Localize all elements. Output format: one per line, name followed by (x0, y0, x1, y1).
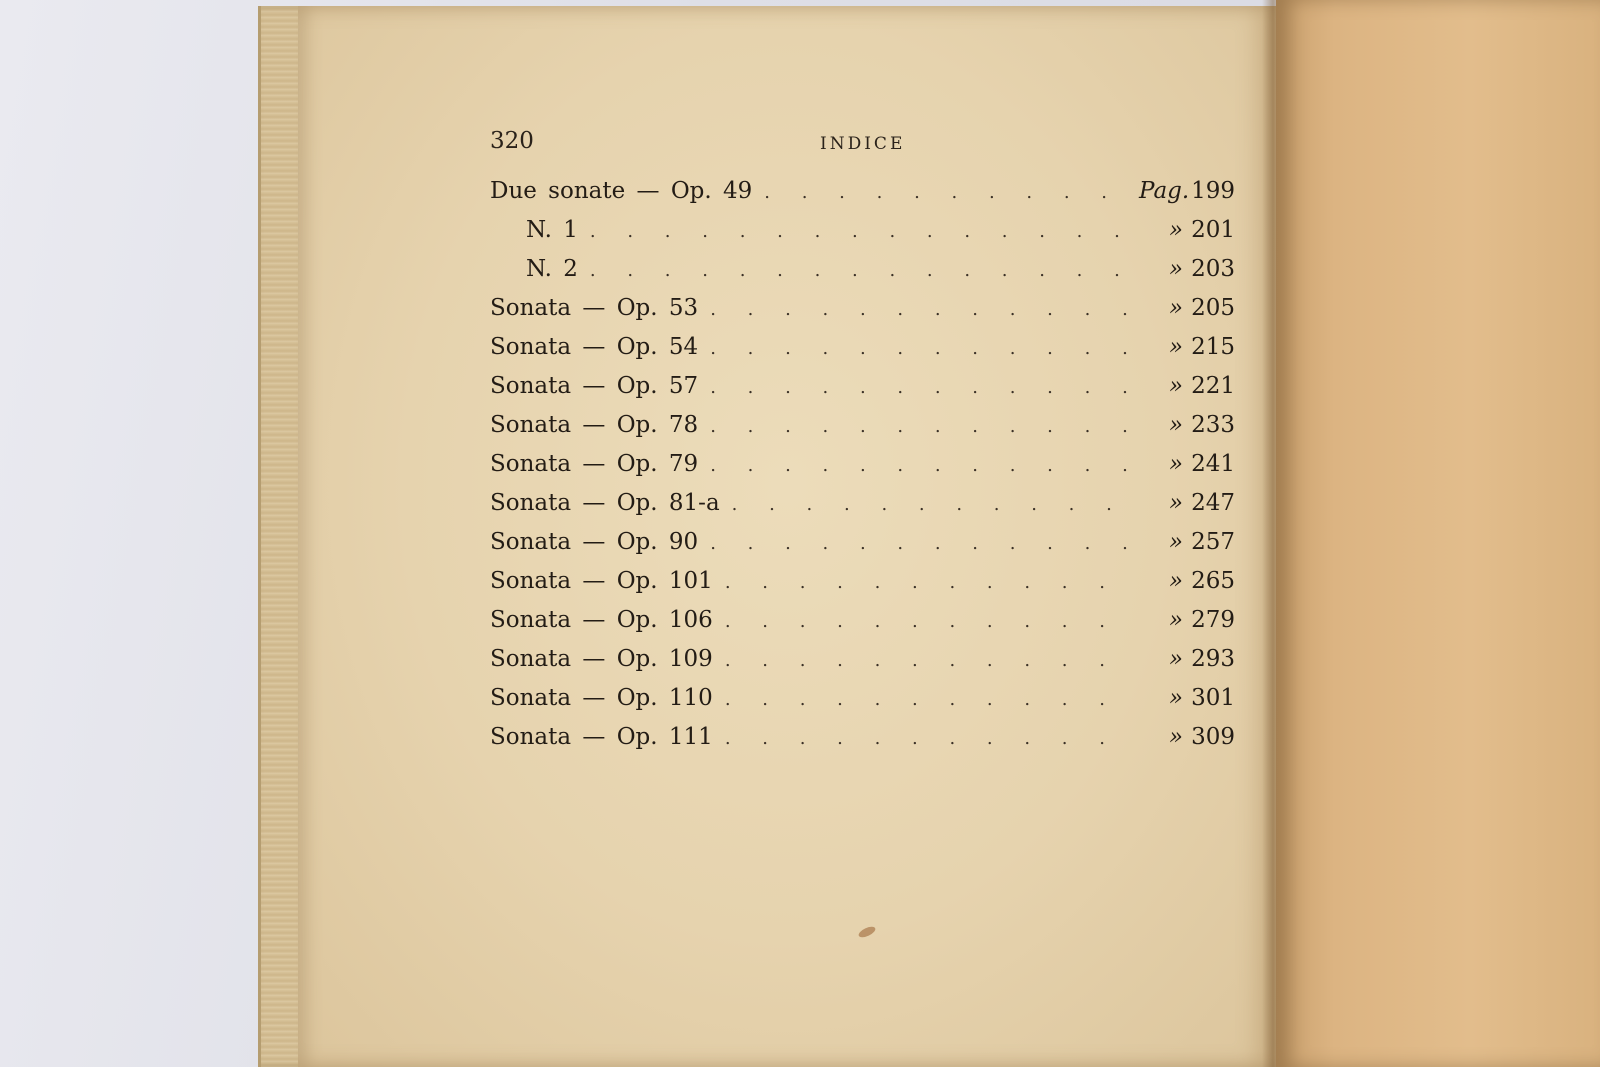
toc-entry-title: N. 1 (526, 217, 578, 243)
toc-entry-label: » (1168, 412, 1183, 438)
toc-entry-page: 247 (1191, 490, 1235, 516)
toc-entry-title: Sonata — Op. 57 (490, 373, 699, 399)
toc-entry-page: 279 (1191, 607, 1235, 633)
toc-entry-page: 215 (1191, 334, 1235, 360)
toc-entry-page: 265 (1191, 568, 1235, 594)
table-of-contents (490, 178, 1235, 763)
dot-leader (732, 494, 1129, 515)
dot-leader (725, 572, 1129, 593)
dot-leader (710, 455, 1129, 476)
dot-leader (725, 728, 1129, 749)
toc-entry (490, 334, 1235, 373)
toc-entry-page: 301 (1191, 685, 1235, 711)
dot-leader (710, 416, 1129, 437)
toc-entry-page: 293 (1191, 646, 1235, 672)
dot-leader (725, 689, 1129, 710)
toc-entry-label: » (1168, 256, 1183, 282)
toc-entry-page: 203 (1191, 256, 1235, 282)
toc-entry-page: 221 (1191, 373, 1235, 399)
toc-entry-label: » (1168, 295, 1183, 321)
toc-entry (490, 217, 1235, 256)
toc-entry-title: Sonata — Op. 90 (490, 529, 699, 555)
toc-entry-title: Due sonate — Op. 49 (490, 178, 753, 204)
toc-entry-title: Sonata — Op. 54 (490, 334, 699, 360)
toc-entry-label: » (1168, 568, 1183, 594)
dot-leader (710, 299, 1129, 320)
toc-entry (490, 256, 1235, 295)
toc-entry-title: Sonata — Op. 111 (490, 724, 713, 750)
toc-entry-label: » (1168, 529, 1183, 555)
dot-leader (710, 338, 1129, 359)
toc-entry-page: 257 (1191, 529, 1235, 555)
toc-entry (490, 412, 1235, 451)
toc-entry-label: » (1168, 646, 1183, 672)
toc-entry-label: » (1168, 451, 1183, 477)
dot-leader (725, 611, 1129, 632)
toc-entry-title: Sonata — Op. 109 (490, 646, 713, 672)
toc-entry-page: 309 (1191, 724, 1235, 750)
page-title: INDICE (820, 134, 906, 154)
toc-entry-label: » (1168, 607, 1183, 633)
toc-entry (490, 373, 1235, 412)
toc-entry (490, 685, 1235, 724)
toc-entry (490, 295, 1235, 334)
toc-entry-page: 233 (1191, 412, 1235, 438)
toc-entry (490, 451, 1235, 490)
page-number: 320 (490, 128, 534, 154)
toc-entry-page: 241 (1191, 451, 1235, 477)
toc-entry-label: » (1168, 724, 1183, 750)
dot-leader (590, 260, 1129, 281)
toc-entry (490, 646, 1235, 685)
toc-entry-title: Sonata — Op. 81-a (490, 490, 720, 516)
book-page-right (1276, 0, 1600, 1067)
toc-entry-label: » (1168, 217, 1183, 243)
toc-entry-title: Sonata — Op. 79 (490, 451, 699, 477)
dot-leader (764, 182, 1129, 203)
toc-entry (490, 490, 1235, 529)
toc-entry-title: Sonata — Op. 101 (490, 568, 713, 594)
toc-entry (490, 529, 1235, 568)
toc-entry-page: 201 (1191, 217, 1235, 243)
toc-entry-title: Sonata — Op. 106 (490, 607, 713, 633)
toc-entry (490, 724, 1235, 763)
toc-entry (490, 568, 1235, 607)
toc-entry (490, 178, 1235, 217)
toc-entry-label: » (1168, 685, 1183, 711)
toc-entry-page: 205 (1191, 295, 1235, 321)
dot-leader (725, 650, 1129, 671)
toc-entry-title: N. 2 (526, 256, 578, 282)
toc-entry-label: » (1168, 373, 1183, 399)
dot-leader (590, 221, 1129, 242)
toc-entry-title: Sonata — Op. 53 (490, 295, 699, 321)
dot-leader (710, 377, 1129, 398)
toc-entry-label: » (1168, 334, 1183, 360)
toc-entry (490, 607, 1235, 646)
toc-entry-label: » (1168, 490, 1183, 516)
toc-entry-title: Sonata — Op. 78 (490, 412, 699, 438)
toc-entry-title: Sonata — Op. 110 (490, 685, 713, 711)
dot-leader (710, 533, 1129, 554)
toc-entry-label: Pag. (1139, 178, 1190, 204)
toc-entry-page: 199 (1191, 178, 1235, 204)
